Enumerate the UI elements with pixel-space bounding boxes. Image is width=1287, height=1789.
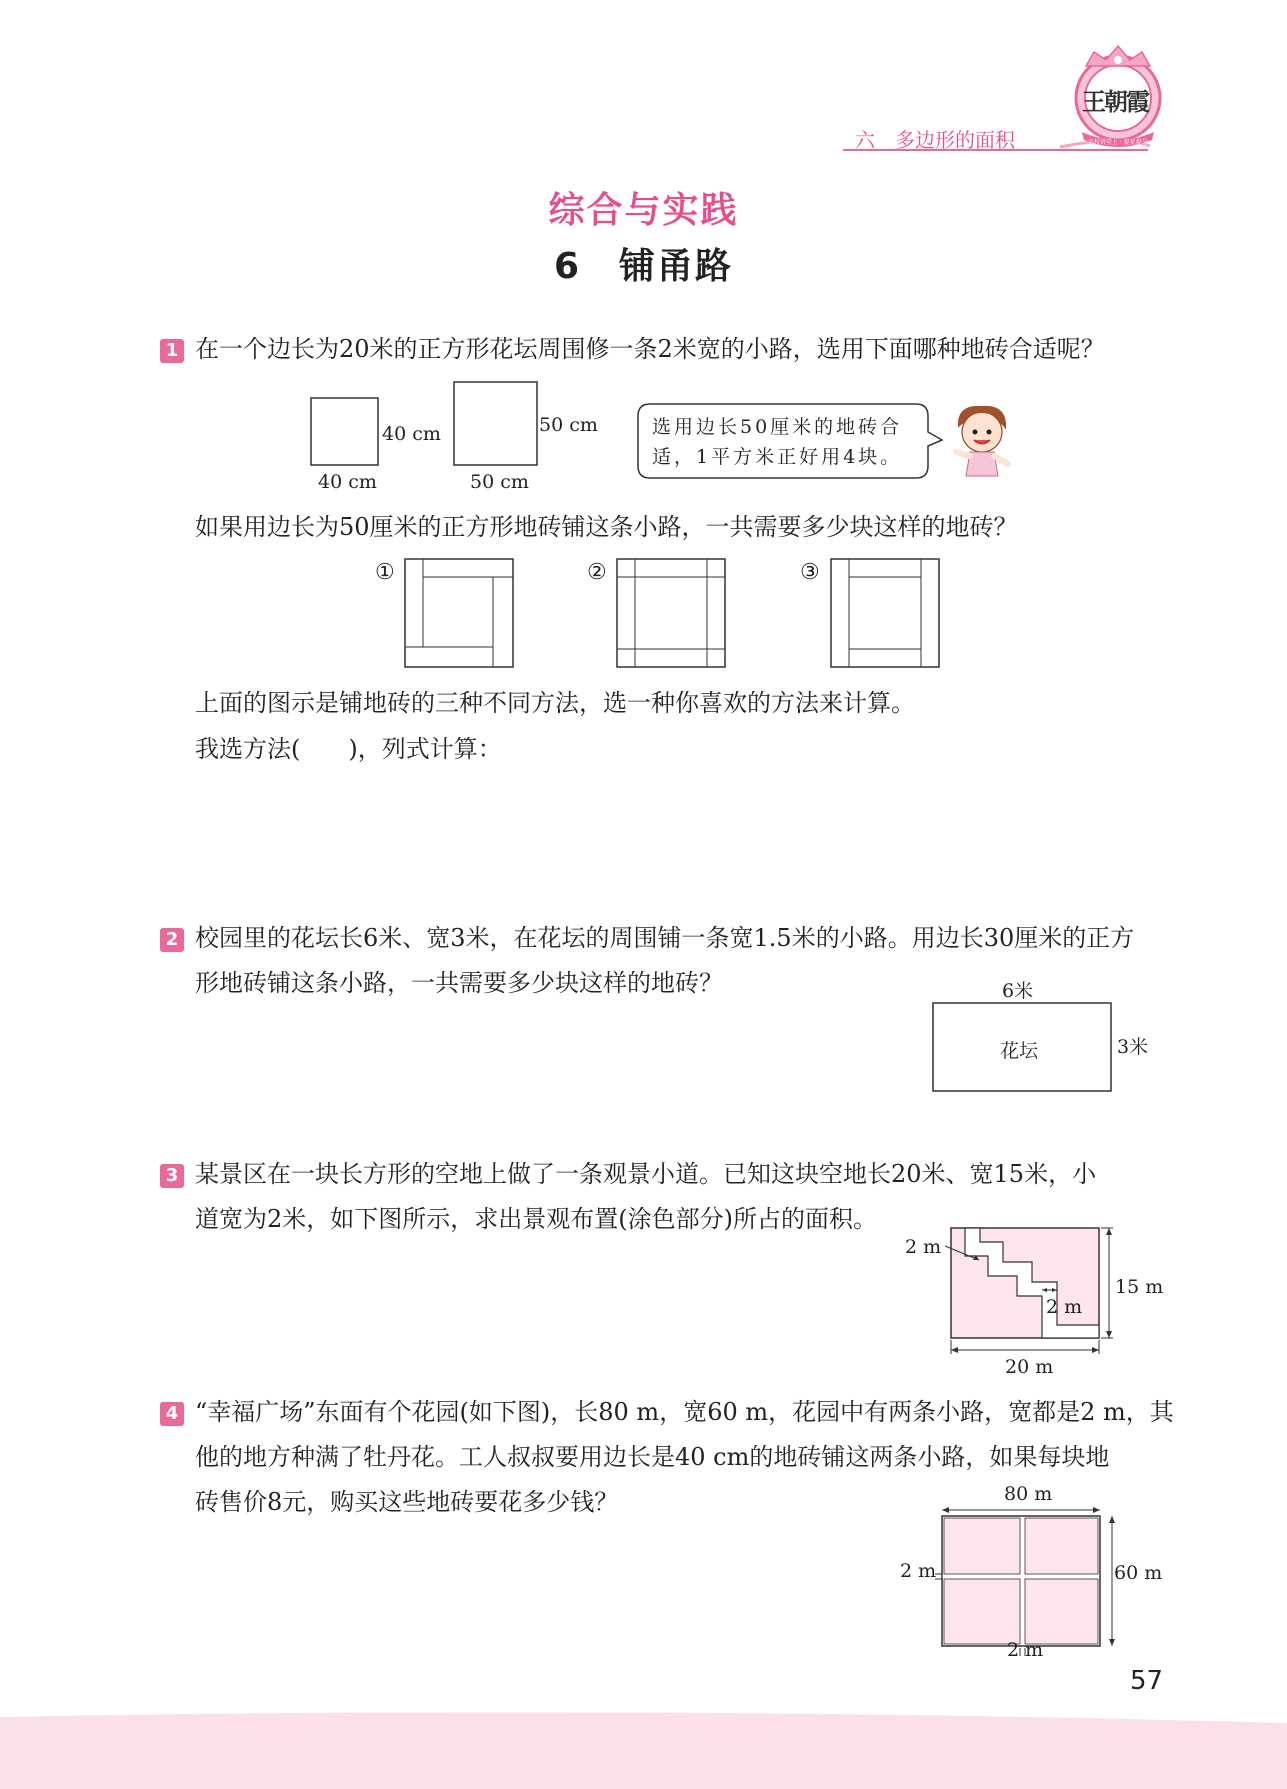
chapter-title: 六 多边形的面积 [855, 128, 1015, 152]
q1-answer-prompt: 我选方法( )，列式计算： [195, 735, 502, 763]
q1-method-1-label: ① [375, 560, 395, 585]
section-title: 综合与实践 [548, 190, 739, 231]
header [0, 0, 1287, 160]
q1-tile-large-bottom-label: 50 cm [470, 471, 529, 493]
q3-fig-inner-label: 2 m [1046, 1296, 1083, 1318]
page-number: 57 [1130, 1666, 1164, 1696]
q2-fig-center-label: 花坛 [1000, 1040, 1039, 1062]
q3-fig-left-label: 2 m [905, 1236, 942, 1258]
q4-fig-top-label: 80 m [1004, 1483, 1053, 1505]
q2-number-badge: 2 [160, 928, 184, 952]
q1-method-2-label: ② [587, 560, 607, 585]
q1-tile-small [310, 395, 390, 475]
q1-number-badge: 1 [160, 339, 184, 363]
q1-tile-large-side-label: 50 cm [539, 414, 598, 436]
q1-tile-large [452, 380, 552, 480]
q4-number-badge: 4 [160, 1402, 184, 1426]
q1-method-2-diagram [616, 558, 728, 670]
q2-text-line2: 形地砖铺这条小路，一共需要多少块这样的地砖？ [195, 969, 723, 997]
q1-tile-small-bottom-label: 40 cm [318, 471, 377, 493]
q3-fig-right-label: 15 m [1115, 1276, 1164, 1298]
q4-text-line1: “幸福广场”东面有个花园(如下图)，长80 m，宽60 m，花园中有两条小路，宽都是2 m，其 [195, 1398, 1174, 1426]
q2-fig-right-label: 3米 [1117, 1036, 1149, 1058]
brand-slogan: 名校讲堂上 · 提优提分 [1088, 139, 1148, 146]
q3-text-line1: 某景区在一块长方形的空地上做了一条观景小道。已知这块空地长20米、宽15米，小 [195, 1160, 1097, 1188]
q1-note: 上面的图示是铺地砖的三种不同方法，选一种你喜欢的方法来计算。 [195, 689, 915, 717]
bottom-band [0, 1709, 1287, 1789]
q3-number-badge: 3 [160, 1164, 184, 1188]
q1-boy-illustration-icon [948, 400, 1018, 480]
q2-fig-top-label: 6米 [1002, 980, 1034, 1002]
q4-text-line3: 砖售价8元，购买这些地砖要花多少钱？ [195, 1488, 619, 1516]
q1-tile-small-side-label: 40 cm [382, 423, 441, 445]
q1-text: 在一个边长为20米的正方形花坛周围修一条2米宽的小路，选用下面哪种地砖合适呢？ [195, 335, 1105, 363]
q4-text-line2: 他的地方种满了牡丹花。工人叔叔要用边长是40 cm的地砖铺这两条小路，如果每块地 [195, 1443, 1110, 1471]
brand-name: 王朝霞 [1082, 87, 1148, 116]
q1-question: 如果用边长为50厘米的正方形地砖铺这条小路，一共需要多少块这样的地砖？ [195, 513, 1018, 541]
q2-text-line1: 校园里的花坛长6米、宽3米，在花坛的周围铺一条宽1.5米的小路。用边长30厘米的正方 [195, 924, 1135, 952]
q3-text-line2: 道宽为2米，如下图所示，求出景观布置(涂色部分)所占的面积。 [195, 1205, 877, 1233]
q4-fig-bottom-label: 2 m [1007, 1639, 1044, 1661]
q1-method-3-diagram [830, 558, 942, 670]
q3-fig-bottom-label: 20 m [1005, 1356, 1054, 1378]
q4-fig-left-label: 2 m [900, 1560, 937, 1582]
lesson-title: 6 铺甬路 [553, 246, 734, 287]
q4-fig-right-label: 60 m [1114, 1562, 1163, 1584]
q1-method-1-diagram [404, 558, 516, 670]
q1-method-3-label: ③ [800, 560, 820, 585]
q1-bubble-text: 选用边长50厘米的地砖合适，1平方米正好用4块。 [652, 416, 903, 468]
